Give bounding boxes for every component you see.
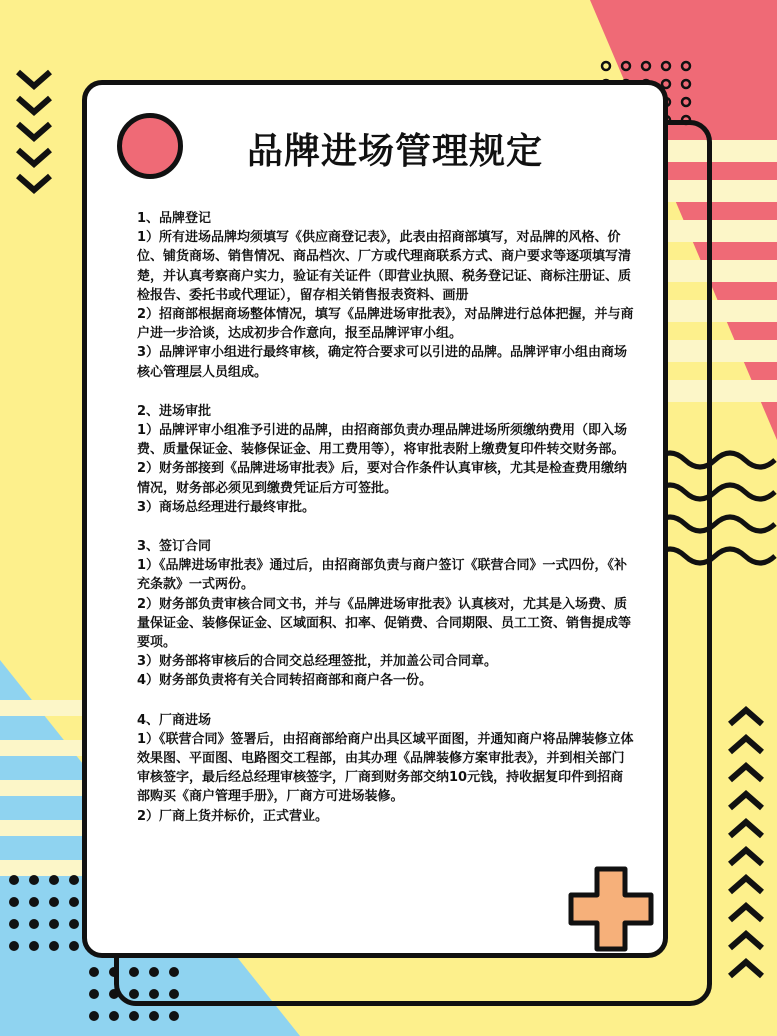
paragraph: 2）厂商上货并标价，正式营业。 (137, 808, 329, 824)
paragraph: 2）财务部接到《品牌进场审批表》后，要对合作条件认真审核，尤其是检查费用缴纳情况，财务部必须见到缴费凭证后方可签批。 (137, 461, 628, 496)
paragraph: 3）品牌评审小组进行最终审核，确定符合要求可以引进的品牌。品牌评审小组由商场核心管理层人员组成。 (137, 345, 628, 380)
section-heading: 1、品牌登记 (137, 211, 212, 226)
document-body (137, 209, 635, 826)
plus-icon (567, 865, 657, 955)
section-approval (137, 402, 635, 517)
paragraph: 1）品牌评审小组准予引进的品牌，由招商部负责办理品牌进场所须缴纳费用（即入场费、质量保证金、装修保证金、用工费用等），将审批表附上缴费复印件转交财务部。 (137, 423, 628, 458)
section-registration (137, 209, 635, 382)
section-vendor-entry (137, 711, 635, 826)
paragraph: 1）《品牌进场审批表》通过后，由招商部负责与商户签订《联营合同》一式四份，《补充条款》一式两份。 (137, 558, 628, 593)
page-title: 品牌进场管理规定 (246, 131, 543, 172)
section-contract (137, 537, 635, 691)
document-card (82, 80, 668, 958)
paragraph: 2）财务部负责审核合同文书，并与《品牌进场审批表》认真核对，尤其是入场费、质量保证金、装修保证金、区域面积、扣率、促销费、合同期限、员工工资、销售提成等要项。 (137, 596, 632, 651)
paragraph: 1）《联营合同》签署后，由招商部给商户出具区域平面图，并通知商户将品牌装修立体效果图、平面图、电路图交工程部，由其办理《品牌装修方案审批表》，并到相关部门审核签字，最后经总经理审核签字，厂商到财务部交纳10元钱，持收据复印件到招商部购买《商户管理手册》，厂商方可进场装修。 (137, 731, 634, 805)
section-heading: 3、签订合同 (137, 539, 212, 555)
section-heading: 2、进场审批 (137, 403, 212, 419)
paragraph: 4）财务部负责将有关合同转招商部和商户各一份。 (137, 673, 433, 689)
paragraph: 2）招商部根据商场整体情况，填写《品牌进场审批表》，对品牌进行总体把握，并与商户进一步洽谈，达成初步合作意向，报至品牌评审小组。 (137, 307, 634, 342)
section-heading: 4、厂商进场 (137, 712, 212, 728)
paragraph: 3）商场总经理进行最终审批。 (137, 499, 316, 515)
paragraph: 3）财务部将审核后的合同交总经理签批，并加盖公司合同章。 (137, 654, 498, 670)
paragraph: 1）所有进场品牌均须填写《供应商登记表》，此表由招商部填写，对品牌的风格、价位、铺货商场、销售情况、商品档次、厂方或代理商联系方式、商户要求等逐项填写清楚，并认真考察商户实力，验证有关证件（即营业执照、税务登记证、商标注册证、质检报告、委托书或代理证），留存相关销售报表资料、画册 (137, 230, 632, 303)
